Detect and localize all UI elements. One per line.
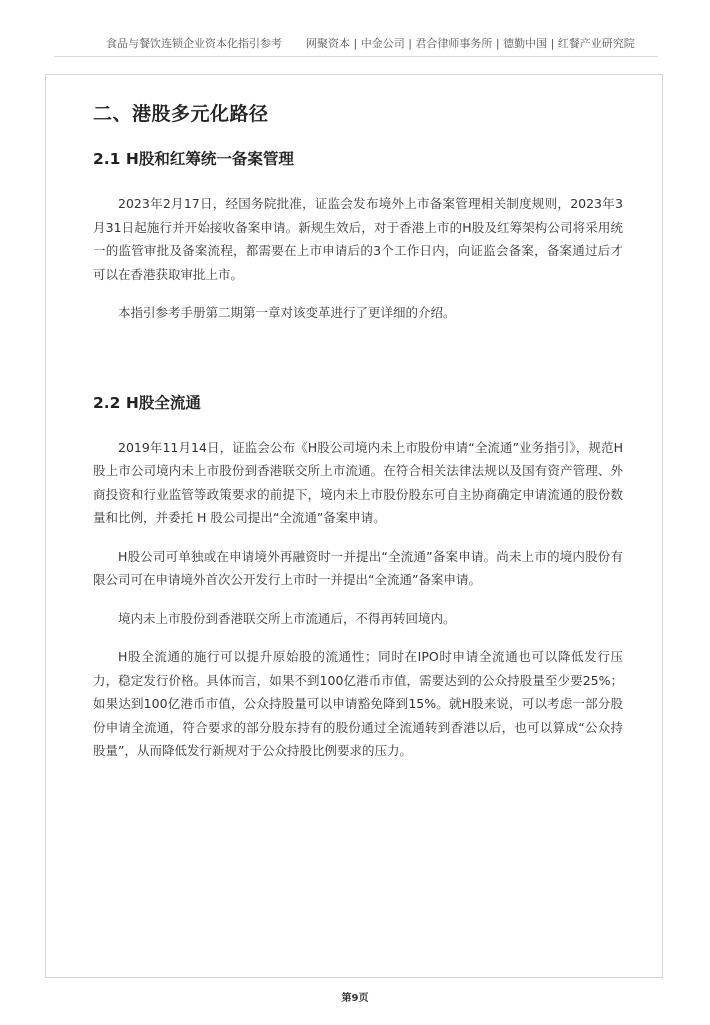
paragraph: 境内未上市股份到香港联交所上市流通后，不得再转回境内。 (118, 610, 456, 626)
paragraph: H股公司可单独或在申请境外再融资时一并提出“全流通”备案申请。尚未上市的境内股份有限公司可在申请境外首次公开发行上市时一并提出“全流通”备案申请。 (93, 548, 623, 587)
header-document-title: 食品与餐饮连锁企业资本化指引参考 (106, 37, 282, 50)
page-header (0, 0, 710, 58)
page-number: 第9页 (341, 993, 369, 1004)
paragraph: 本指引参考手册第二期第一章对该变革进行了更详细的介绍。 (118, 305, 456, 320)
subsection-title-2-1: 2.1 H股和红筹统一备案管理 (93, 150, 294, 168)
paragraph: 2023年2月17日，经国务院批准，证监会发布境外上市备案管理相关制度规则，2023年3月31日起施行并开始接收备案申请。新规生效后，对于香港上市的H股及红筹架构公司将采用统一的监管审批及备案流程，都需要在上市申请后的3个工作日内，向证监会备案，备案通过后才可以在香港获取审批上市。 (93, 196, 623, 282)
subsection-title-2-2: 2.2 H股全流通 (93, 393, 201, 412)
page-content (93, 100, 623, 763)
paragraph: 2019年11月14日，证监会公布《H股公司境内未上市股份申请“全流通”业务指引》，规范H股上市公司境内未上市股份到香港联交所上市流通。在符合相关法律法规以及国有资产管理、外商投资和行业监管等政策要求的前提下，境内未上市股份股东可自主协商确定申请流通的股份数量和比例，并委托 H 股公司提出“全流通”备案申请。 (93, 439, 623, 525)
paragraph: H股全流通的施行可以提升原始股的流通性；同时在IPO时申请全流通也可以降低发行压力，稳定发行价格。具体而言，如果不到100亿港币市值，需要达到的公众持股量至少要25%；如果达到100亿港币市值，公众持股量可以申请豁免降到15%。就H股来说，可以考虑一部分股份申请全流通，符合要求的部分股东持有的股份通过全流通转到香港以后，也可以算成“公众持股量”，从而降低发行新规对于公众持股比例要求的压力。 (93, 649, 623, 758)
header-divider (54, 56, 658, 57)
section-title: 二、港股多元化路径 (93, 103, 269, 125)
header-authors: 网聚资本 | 中金公司 | 君合律师事务所 | 德勤中国 | 红餐产业研究院 (306, 37, 635, 50)
